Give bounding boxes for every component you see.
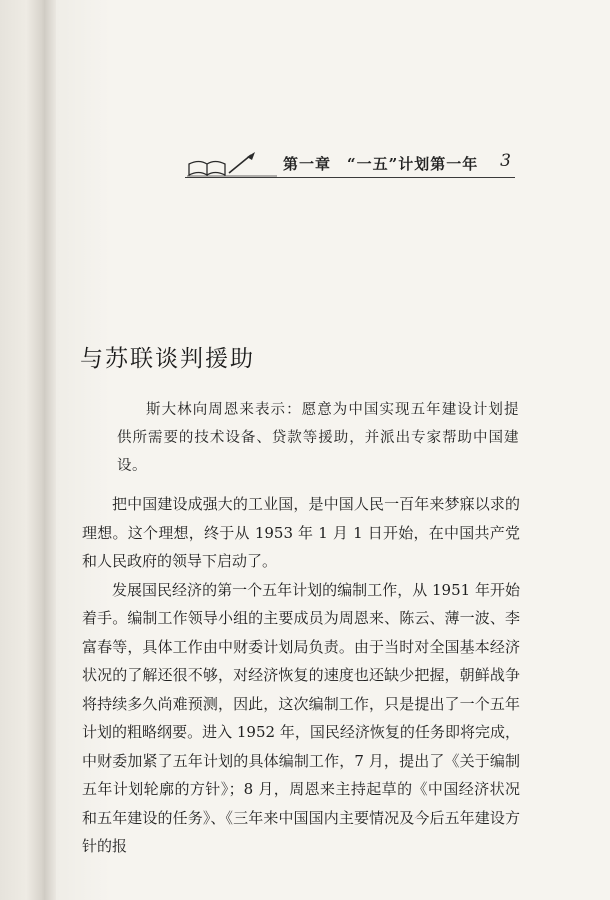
running-head <box>185 151 515 178</box>
facing-page-edge <box>0 0 48 900</box>
page-number: 3 <box>500 151 511 171</box>
paragraph: 把中国建设成强大的工业国，是中国人民一百年来梦寐以求的理想。这个理想，终于从 1953 年 1 月 1 日开始，在中国共产党和人民政府的领导下启动了。 <box>82 495 520 570</box>
section-title: 与苏联谈判援助 <box>80 346 255 372</box>
pen-and-book-icon <box>185 151 277 177</box>
chapter-title: 第一章 “一五”计划第一年 <box>283 155 479 173</box>
paragraph: 发展国民经济的第一个五年计划的编制工作，从 1951 年开始着手。编制工作领导小组的主要成员为周恩来、陈云、薄一波、李富春等，具体工作由中财委计划局负责。由于当时对全国基本经济状况的了解还很不够，对经济恢复的速度也还缺少把握，朝鲜战争将持续多久尚难预测，因此，这次编制工作，只是提出了一个五年计划的粗略纲要。进入 1952 年，国民经济恢复的任务即将完成，中财委加紧了五年计划的具体编制工作，7 月，提出了《关于编制五年计划轮廓的方针》；8 月，周恩来主持起草的《中国经济状况和五年建设的任务》、《三年来中国国内主要情况及今后五年建设方针的报 <box>82 580 520 855</box>
epigraph: 斯大林向周恩来表示：愿意为中国实现五年建设计划提供所需要的技术设备、贷款等援助，并派出专家帮助中国建设。 <box>117 402 519 474</box>
body-text <box>82 490 520 861</box>
